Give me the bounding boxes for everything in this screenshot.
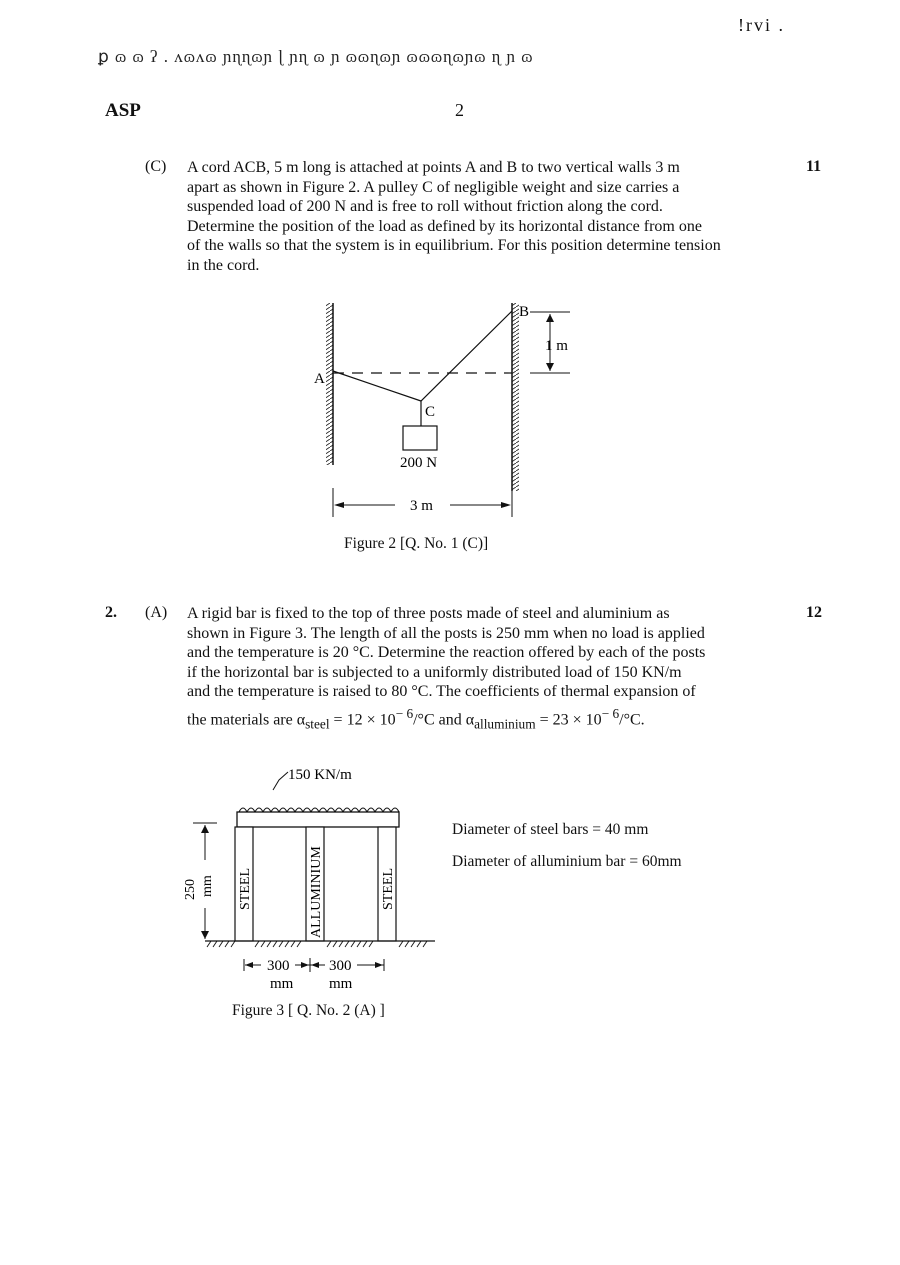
- steel-diameter-note: Diameter of steel bars = 40 mm: [452, 821, 649, 838]
- formula-text: = 23 × 10: [535, 710, 602, 728]
- scanned-header-line: ꝑ ɷ ɷ ʔ . ʌɷʌɷ ɲɳɳɷɲ ɭ ɲɳ ɷ ɲ ɷɷɳɷɲ ɷɷɷɳɷɲɷ ɳ ɲ ɷ: [98, 47, 534, 66]
- formula-subscript: alluminium: [474, 716, 536, 732]
- formula-text: /°C and α: [413, 710, 475, 728]
- question-label: (C): [145, 158, 167, 175]
- text-line: in the cord.: [187, 256, 260, 274]
- rigid-bar: [237, 812, 399, 827]
- load-box: [403, 426, 437, 450]
- dimension-horizontal-label: 3 m: [410, 498, 433, 514]
- text-line: of the walls so that the system is in equilibrium. For this position determine tension: [187, 237, 721, 254]
- text-line: A cord ACB, 5 m long is attached at points A and B to two vertical walls 3 m: [187, 159, 680, 176]
- figure-3-caption: Figure 3 [ Q. No. 2 (A) ]: [232, 1002, 385, 1019]
- text-line: and the temperature is 20 °C. Determine the reaction offered by each of the posts: [187, 644, 706, 661]
- text-line: shown in Figure 3. The length of all the posts is 250 mm when no load is applied: [187, 624, 705, 642]
- udl-label: 150 KN/m: [288, 767, 352, 783]
- formula-text: /°C.: [619, 710, 645, 728]
- point-b-label: B: [519, 304, 530, 320]
- post-label-aluminium: ALLUMINIUM: [309, 846, 324, 938]
- question-number: 2.: [105, 604, 117, 621]
- text-line: apart as shown in Figure 2. A pulley C of negligible weight and size carries a: [187, 178, 680, 196]
- question-marks: 11: [806, 158, 822, 175]
- span-1-value: 300: [267, 958, 290, 974]
- pulley-c-label: C: [425, 404, 436, 420]
- span-2-unit: mm: [329, 976, 353, 992]
- question-marks: 12: [806, 604, 822, 621]
- text-line: A rigid bar is fixed to the top of three posts made of steel and aluminium as: [187, 605, 670, 622]
- span-1-unit: mm: [270, 976, 294, 992]
- formula-subscript: steel: [305, 716, 330, 732]
- formula-superscript: − 6: [395, 705, 414, 721]
- dimension-vertical-label: 1 m: [545, 338, 568, 354]
- handwritten-mark: !rvi .: [738, 15, 785, 35]
- question-text: [187, 604, 785, 736]
- question-text: [187, 158, 785, 275]
- text-line: Determine the position of the load as defined by its horizontal distance from one: [187, 217, 702, 235]
- figure-2-caption: Figure 2 [Q. No. 1 (C)]: [344, 535, 489, 552]
- post-label-steel-left: STEEL: [238, 868, 253, 910]
- load-label: 200 N: [400, 455, 438, 471]
- ground-hatching: [207, 941, 427, 947]
- text-line: suspended load of 200 N and is free to roll without friction along the cord.: [187, 198, 663, 215]
- text-line: if the horizontal bar is subjected to a uniformly distributed load of 150 KN/m: [187, 663, 682, 681]
- paper-code: ASP: [105, 100, 141, 121]
- formula-text: the materials are α: [187, 710, 306, 728]
- height-value-label: 250: [183, 879, 198, 900]
- text-line: and the temperature is raised to 80 °C. The coefficients of thermal expansion of: [187, 683, 696, 700]
- span-2-value: 300: [329, 958, 352, 974]
- height-unit-label: mm: [200, 875, 215, 897]
- formula-superscript: − 6: [601, 705, 620, 721]
- cord: [333, 311, 512, 401]
- post-label-steel-right: STEEL: [381, 868, 396, 910]
- formula-line: [187, 702, 785, 737]
- aluminium-diameter-note: Diameter of alluminium bar = 60mm: [452, 853, 682, 870]
- right-wall: [512, 303, 519, 491]
- formula-text: = 12 × 10: [329, 710, 396, 728]
- left-wall: [326, 303, 333, 465]
- figure-2-diagram: [300, 295, 600, 525]
- point-a-label: A: [314, 371, 325, 387]
- page-number: 2: [455, 100, 464, 120]
- question-label: (A): [145, 604, 168, 621]
- figure-3-diagram: [175, 760, 440, 992]
